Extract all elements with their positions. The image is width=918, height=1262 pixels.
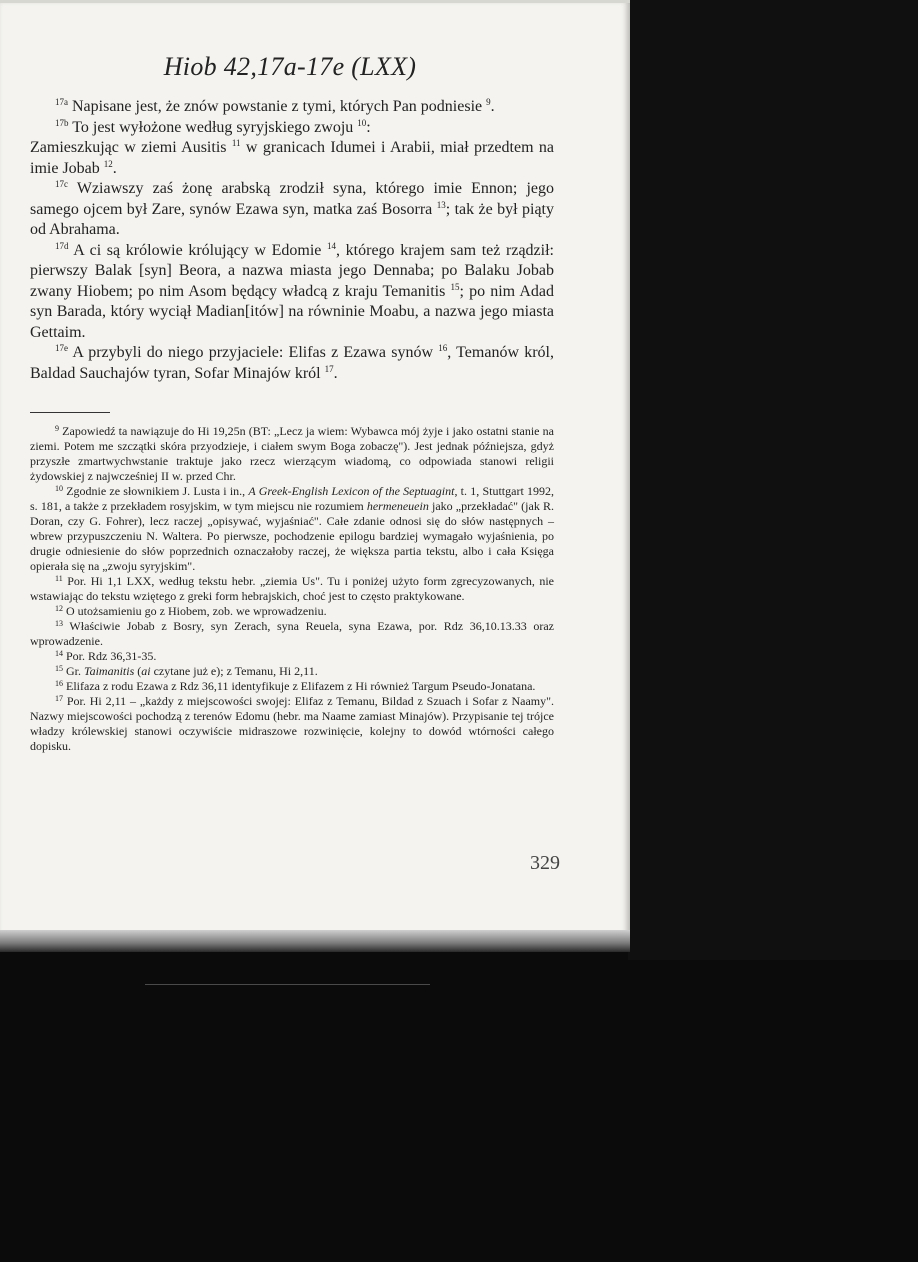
- footnote-text: , t. 1, Stuttgart 1992, s. 181, a także z przekładem rosyjskim, w tym miejscu nie rozumiem: [30, 484, 554, 513]
- footnote: [30, 604, 554, 619]
- top-edge: [0, 0, 630, 3]
- footnote-text: Gr.: [66, 664, 84, 678]
- scan-line: [145, 984, 430, 985]
- verse-text: Napisane jest, że znów powstanie z tymi, których Pan podniesie: [72, 98, 487, 115]
- footnote-ref: 16: [438, 343, 448, 353]
- main-text: [30, 97, 554, 384]
- footnote-divider: [30, 412, 110, 413]
- footnote-ref: 17: [324, 363, 334, 374]
- verse-text: .: [490, 98, 495, 115]
- verse-text: ; tak że był piąty od Abrahama.: [30, 200, 554, 238]
- footnote-text: (: [134, 664, 142, 678]
- footnote-text: Właściwie Jobab z Bosry, syn Zerach, syna Reuela, syna Ezawa, por. Rdz 36,10.13.33 oraz wprowadzenie.: [30, 619, 554, 648]
- verse-ref: 17c: [55, 179, 68, 189]
- footnote-number: 12: [55, 604, 63, 613]
- footnote-italic: Taimanitis: [84, 664, 135, 678]
- verse-text: :: [366, 118, 371, 136]
- footnote: [30, 424, 554, 484]
- verse-text: , Temanów król, Baldad Sauchajów tyran, Sofar Minajów król: [30, 344, 554, 382]
- verse-paragraph: [30, 97, 554, 118]
- footnote-text: Por. Rdz 36,31-35.: [66, 649, 157, 663]
- page-title: Hiob 42,17a-17e (LXX): [163, 52, 417, 81]
- footnote-ref: 14: [327, 240, 337, 251]
- verse-text: Wziawszy zaś żonę arabską zrodził syna, którego imie Ennon; jego samego ojcem był Zare, synów Ezawa syn, matka zaś Bosorra: [30, 180, 554, 218]
- footnote-number: 14: [55, 649, 63, 658]
- footnote: [30, 574, 554, 604]
- verse-text: A ci są królowie królujący w Edomie: [73, 241, 328, 259]
- footnote-number: 11: [55, 574, 63, 583]
- verse-text: A przybyli do niego przyjaciele: Elifas z Ezawa synów: [72, 344, 439, 361]
- footnote-number: 9: [55, 424, 59, 433]
- footnote-text: Elifaza z rodu Ezawa z Rdz 36,11 identyfikuje z Elifazem z Hi również Targum Pseudo-Jonatana.: [66, 679, 536, 693]
- footnote: [30, 484, 554, 574]
- footnote-text: O utożsamieniu go z Hiobem, zob. we wprowadzeniu.: [66, 604, 327, 618]
- verse-ref: 17d: [55, 240, 69, 251]
- footnote-ref: 13: [436, 199, 446, 210]
- footnote-number: 17: [55, 694, 63, 703]
- footnote-text: Zgodnie ze słownikiem J. Lusta i in.,: [66, 484, 249, 498]
- verse-paragraph: [30, 343, 554, 384]
- footnote-number: 15: [55, 664, 63, 673]
- footnote-italic: A Greek-English Lexicon of the Septuagint: [248, 484, 455, 498]
- verse-text: .: [112, 159, 117, 177]
- footnote: [30, 649, 554, 664]
- page-number: 329: [530, 852, 560, 874]
- verse-text: ; po nim Adad syn Barada, który wyciął Madian[itów] na równinie Moabu, a nazwa jego miasta Gettaim.: [30, 282, 554, 341]
- footnote-number: 16: [55, 679, 63, 688]
- space: [68, 180, 77, 197]
- verse-ref: 17a: [55, 97, 68, 107]
- verse-text: To jest wyłożone według syryjskiego zwoju: [72, 118, 358, 136]
- verse-ref: 17b: [55, 117, 69, 128]
- verse-text: , którego krajem sam też rządził: pierwszy Balak [syn] Beora, a nazwa miasta jego Dennaba; po Balaku Jobab zwany Hiobem; po nim Asom będący władcą z kraju Temanitis: [30, 241, 554, 300]
- verse-paragraph: [30, 241, 554, 344]
- verse-paragraph: [30, 118, 554, 139]
- verse-text: .: [333, 364, 338, 382]
- footnote-text: Por. Hi 1,1 LXX, według tekstu hebr. „ziemia Us". Tu i poniżej użyto form zgrecyzowanych, nie wstawiając do tekstu wziętego z greki form hebrajskich, choć jest to często praktykowane.: [30, 574, 554, 603]
- footnote-italic: hermeneuein: [366, 499, 429, 513]
- footnote: [30, 694, 554, 754]
- footnote-ref: 11: [231, 138, 241, 148]
- footnote-text: Por. Hi 2,11 – „każdy z miejscowości swojej: Elifaz z Temanu, Bildad z Szuach i Sofar z Naamy". Nazwy miejscowości pochodzą z terenów Edomu (hebr. ma Naame zamiast Minajów). Przypisanie tej trójce władzy królewskiej stanowi oczywiście midraszowe rozwinięcie, kolejny to dowód wtórności całego dopisku.: [30, 694, 555, 753]
- footnote-italic: ai: [141, 664, 151, 678]
- verse-text: Zamieszkując w ziemi Ausitis: [30, 139, 232, 156]
- verse-text: w granicach Idumei i Arabii, miał przedtem na imie Jobab: [30, 139, 554, 177]
- footnote: [30, 679, 554, 694]
- footnote-ref: 15: [450, 281, 460, 292]
- footnote-text: czytane już e); z Temanu, Hi 2,11.: [150, 664, 318, 678]
- footnote-text: Zapowiedź ta nawiązuje do Hi 19,25n (BT: „Lecz ja wiem: Wybawca mój żyje i jako ostatni stanie na ziemi. Potem me szczątki skóra przyodzieje, i ciałem swym Boga zobaczę"). Jest jednak późniejsza, gdyż przyszłe zmartwychwstanie traktuje jako rzecz wierzącym wiadomą, co odpowiada stanowi religii żydowskiej z najwcześniej II w. przed Chr.: [30, 424, 554, 483]
- footnote-ref: 9: [486, 97, 491, 107]
- scan-background: [628, 0, 918, 960]
- footnote: [30, 664, 554, 679]
- verse-paragraph: [30, 138, 554, 179]
- footnote-ref: 12: [103, 158, 113, 169]
- page-bottom-edge: [0, 930, 630, 952]
- footnote-ref: 10: [357, 117, 367, 128]
- footnote-text: jako „przekładać" (jak R. Doran, czy G. Fohrer), lecz raczej „opisywać, wyjaśniać". Całe zdanie odnosi się do słów następnych – wbrew przypuszczeniu N. Waltera. Po pierwsze, pochodzenie epilogu bardziej wymagało wyjaśnienia, po drugie odniesienie do słów poprzednich oznaczałoby raczej, że większa partia tekstu, albo i cała Księga opierała się na „zwoju syryjskim".: [30, 499, 554, 573]
- footnote-number: 13: [55, 619, 63, 628]
- verse-ref: 17e: [55, 343, 68, 353]
- verse-paragraph: [30, 179, 554, 241]
- footnotes: [30, 424, 554, 754]
- footnote-number: 10: [55, 484, 63, 493]
- footnote: [30, 619, 554, 649]
